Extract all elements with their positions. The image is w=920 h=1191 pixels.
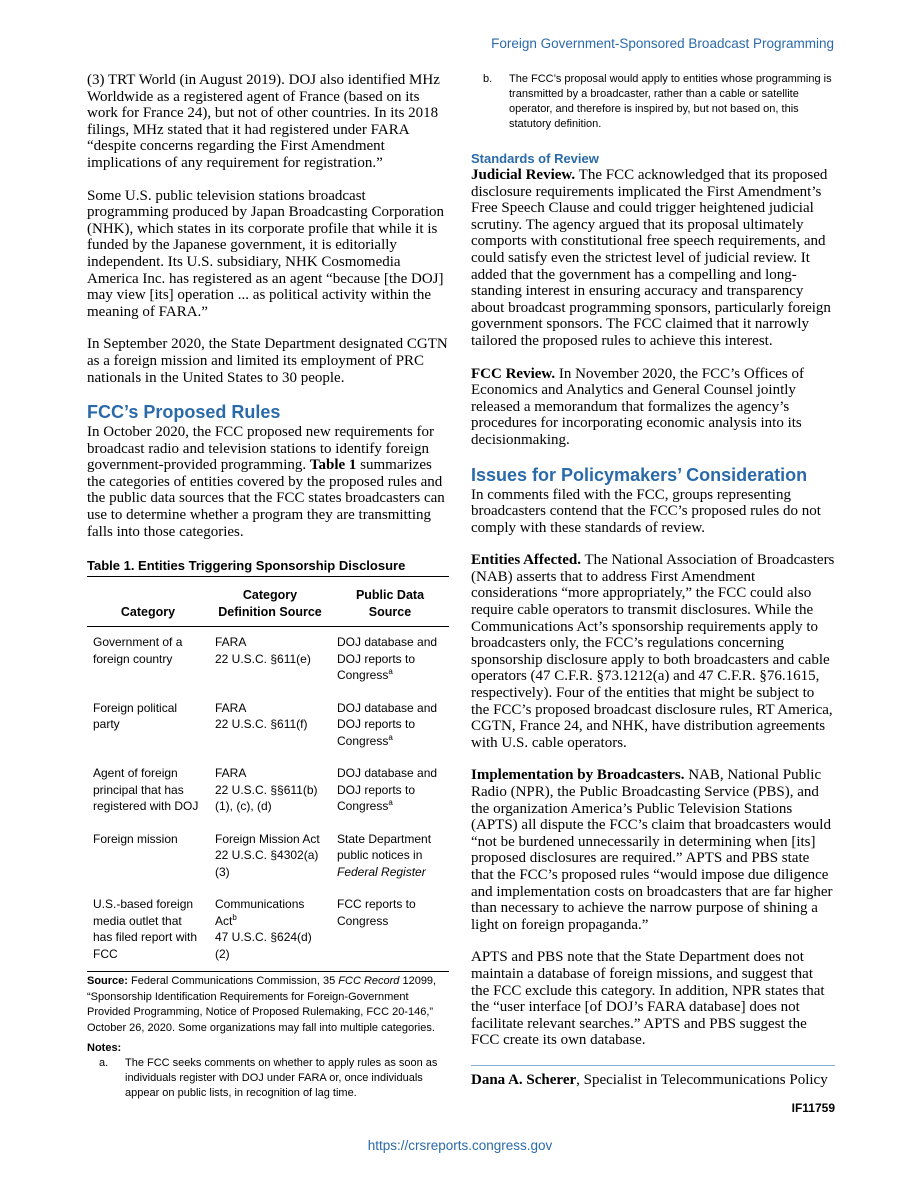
- notes-heading: Notes:: [87, 1042, 122, 1055]
- table-title: Table 1. Entities Triggering Sponsorship Disclosure: [87, 558, 449, 577]
- cell-data-source: DOJ database and DOJ reports to Congress$^a$: [337, 766, 438, 814]
- paragraph-cgtn: In September 2020, the State Department designated CGTN as a foreign mission and limited its employment of PRC nationals in the United States to 30 people.: [87, 336, 448, 386]
- cell-category: U.S.-based foreign media outlet that has filed report with FCC: [87, 889, 209, 972]
- note-b: b. The FCC’s proposal would apply to entities whose programming is transmitted by a broadcaster, rather than a cable or satellite operator, and therefore is inspired by, but not based on, this statutory definition.: [483, 73, 832, 130]
- running-header: Foreign Government-Sponsored Broadcast Programming: [491, 36, 834, 51]
- note-a: a. The FCC seeks comments on whether to apply rules as soon as individuals register with DOJ under FARA or, once individuals appear on public lists, in recognition of lag time.: [99, 1057, 438, 1100]
- cell-definition: FARA 22 U.S.C. §611(e): [215, 635, 311, 666]
- paragraph-apts-pbs: APTS and PBS note that the State Department does not maintain a database of foreign missions, and suggest that the FCC exclude this category. In addition, NPR states that the “user interface [of DOJ’s FARA database] does not facilitate relevant searches.” APTS and PBS suggest the FCC create its own database.: [471, 949, 825, 1049]
- paragraph-entities-affected: Entities Affected. The National Association of Broadcasters (NAB) asserts that to address First Amendment considerations “more appropriately,” the FCC could also require cable operators to transmit disclosures. While the Communications Act’s sponsorship requirements apply to broadcasters only, the FCC’s regulations concerning sponsorship disclosure apply to both broadcasters and cable operators (47 C.F.R. §73.1212(a) and 47 C.F.R. §76.1615, respectively). Four of the entities that might be subject to the FCC’s proposed broadcast disclosure rules, RT America, CGTN, France 24, and NHK, have distribution agreements with U.S. cable operators.: [471, 552, 835, 751]
- cell-data-source: FCC reports to Congress: [331, 889, 449, 972]
- author-line: Dana A. Scherer, Specialist in Telecommunications Policy: [471, 1065, 835, 1089]
- paragraph-fcc-review: FCC Review. In November 2020, the FCC’s Offices of Economics and Analytics and General Counsel jointly released a memorandum that formalizes the agency’s procedures for incorporating economic analysis into its decisionmaking.: [471, 365, 805, 448]
- cell-category: Foreign political party: [93, 700, 178, 732]
- table-row: [87, 627, 449, 693]
- entities-table: [87, 581, 449, 972]
- cell-definition: Foreign Mission Act 22 U.S.C. §4302(a)(3): [215, 831, 320, 879]
- column-header-public-data-source: Public Data Source: [331, 581, 449, 627]
- paragraph-judicial-review: Judicial Review. The FCC acknowledged that its proposed disclosure requirements implicated the First Amendment’s Free Speech Clause and could trigger heightened judicial scrutiny. The agency argued that its proposal ultimately comports with constitutional free speech requirements, and could satisfy even the strictest level of judicial review. It added that the government has a compelling and long-standing interest in ensuring accuracy and transparency about broadcast programming sponsors, particularly foreign government sponsors. The FCC claimed that it narrowly tailored the proposed rules to achieve this interest.: [471, 167, 831, 349]
- report-id: IF11759: [791, 1100, 835, 1115]
- footer-url[interactable]: https://crsreports.congress.gov: [367, 1138, 553, 1153]
- table-row: [87, 824, 449, 890]
- paragraph-implementation: Implementation by Broadcasters. NAB, National Public Radio (NPR), the Public Broadcasting Service (PBS), and the organization America’s Public Television Stations (APTS) all dispute the FCC’s claim that broadcasters would “not be burdened unnecessarily in determining when [its] proposed disclosures are required.” APTS and PBS state that the FCC’s proposed rules “would impose due diligence and implementation costs on broadcasters that are far higher than necessary to achieve the narrow purpose of shining a light on foreign propaganda.”: [471, 767, 833, 933]
- table-row: [87, 758, 449, 824]
- section-heading-issues: Issues for Policymakers’ Consideration: [471, 464, 808, 485]
- cell-definition: Communications Act$^b$ 47 U.S.C. §624(d)(2): [209, 889, 331, 972]
- paragraph-issues-intro: In comments filed with the FCC, groups representing broadcasters contend that the FCC’s proposed rules do not comply with these standards of review.: [471, 486, 821, 536]
- column-header-category: Category: [87, 581, 209, 627]
- cell-category: Government of a foreign country: [93, 635, 183, 666]
- cell-data-source: DOJ database and DOJ reports to Congress$^a$: [337, 700, 438, 748]
- paragraph-trt-world: (3) TRT World (in August 2019). DOJ also identified MHz Worldwide as a registered agent of France (based on its work for France 24), but not of other countries. In its 2018 filings, MHz stated that it had registered under FARA “despite concerns regarding the First Amendment implications of any requirement for registration.”: [87, 72, 440, 171]
- cell-category: Foreign mission: [93, 831, 178, 846]
- left-column: [87, 72, 449, 1101]
- paragraph-proposed-rules: In October 2020, the FCC proposed new requirements for broadcast radio and television stations to identify foreign government-provided programming. Table 1 summarizes the categories of entities covered by the proposed rules and the public data sources that the FCC states broadcasters can use to determine whether a program they are transmitting falls into those categories.: [87, 424, 445, 540]
- cell-category: Agent of foreign principal that has registered with DOJ: [93, 766, 199, 814]
- cell-definition: FARA 22 U.S.C. §§611(b)(1), (c), (d): [215, 766, 318, 814]
- table-row: [87, 693, 449, 759]
- table-source: Source: Federal Communications Commission, 35 FCC Record 12099, “Sponsorship Identification Requirements for Foreign-Government Provided Programming, Notice of Proposed Rulemaking, FCC 20-146,” October 26, 2020. Some organizations may fall into multiple categories.: [87, 975, 437, 1034]
- cell-data-source: DOJ database and DOJ reports to Congress$^a$: [337, 635, 438, 683]
- section-heading-proposed-rules: FCC’s Proposed Rules: [87, 402, 281, 423]
- cell-data-source: State Department public notices in Federal Register: [337, 831, 432, 879]
- paragraph-nhk: Some U.S. public television stations broadcast programming produced by Japan Broadcasting Corporation (NHK), which states in its corporate profile that while it is funded by the Japanese government, it is editorially independent. Its U.S. subsidiary, NHK Cosmomedia America Inc. has registered as an agent “because [the DOJ] may view [its] operation ... as political activity within the meaning of FARA.”: [87, 187, 444, 320]
- column-header-definition-source: Category Definition Source: [209, 581, 331, 627]
- subheading-standards-of-review: Standards of Review: [471, 151, 599, 166]
- cell-definition: FARA 22 U.S.C. §611(f): [215, 700, 308, 732]
- table-header-row: [87, 581, 449, 627]
- right-column: [471, 72, 835, 1115]
- table-row: [87, 889, 449, 972]
